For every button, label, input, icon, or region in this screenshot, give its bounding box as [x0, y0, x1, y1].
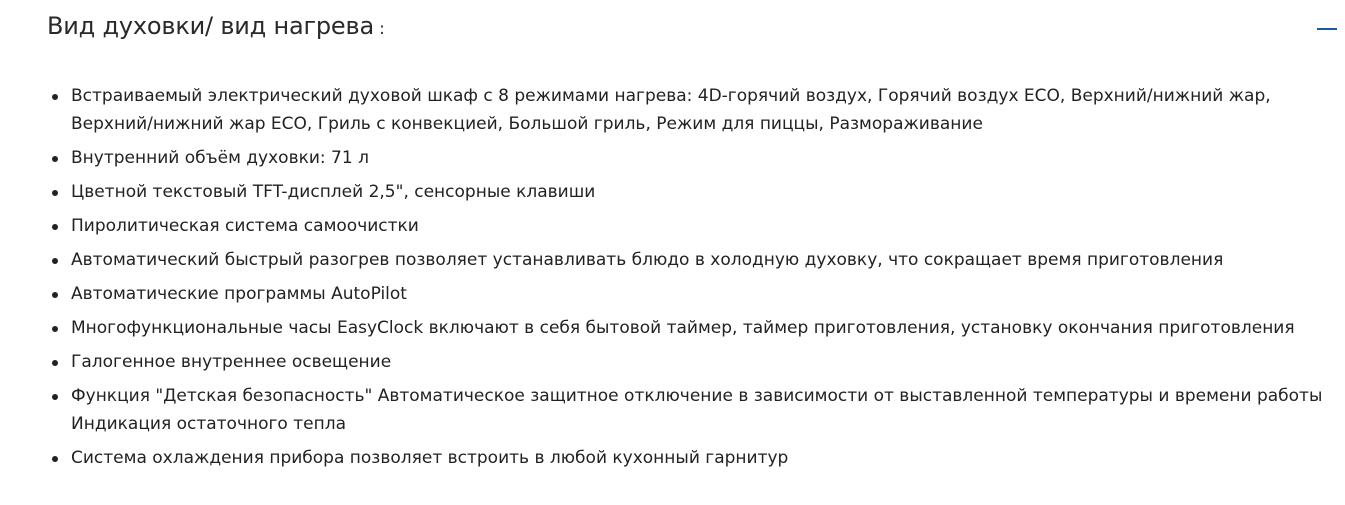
section-title-colon: :	[373, 19, 385, 39]
feature-item	[47, 82, 1337, 138]
feature-item	[47, 246, 1337, 274]
section-title-text: Вид духовки/ вид нагрева	[47, 12, 374, 40]
feature-item	[47, 444, 1337, 472]
feature-text: Внутренний объём духовки: 71 л	[71, 148, 369, 168]
feature-item	[47, 178, 1337, 206]
feature-item	[47, 212, 1337, 240]
bullet-icon	[52, 224, 58, 230]
feature-text: Система охлаждения прибора позволяет встроить в любой кухонный гарнитур	[71, 448, 789, 468]
feature-text: Автоматический быстрый разогрев позволяет устанавливать блюдо в холодную духовку, что сокращает время приготовления	[71, 250, 1224, 270]
feature-item	[47, 314, 1337, 342]
feature-text: Пиролитическая система самоочистки	[71, 216, 419, 236]
bullet-icon	[52, 190, 58, 196]
collapse-toggle-button[interactable]	[1315, 17, 1339, 41]
feature-item	[47, 144, 1337, 172]
minus-icon	[1317, 28, 1337, 30]
feature-text: Автоматические программы AutoPilot	[71, 284, 407, 304]
bullet-icon	[52, 258, 58, 264]
section-header	[0, 0, 1345, 60]
feature-text: Встраиваемый электрический духовой шкаф с 8 режимами нагрева: 4D-горячий воздух, Горячий воздух ECO, Верхний/нижний жар, Верхний/нижний жар ECO, Гриль с конвекцией, Большой гриль, Режим для пиццы, Размораживание	[71, 86, 1271, 134]
feature-item	[47, 280, 1337, 308]
bullet-icon	[52, 394, 58, 400]
feature-item	[47, 348, 1337, 376]
feature-list	[47, 82, 1337, 478]
section-title	[47, 12, 385, 40]
bullet-icon	[52, 456, 58, 462]
feature-text: Функция "Детская безопасность" Автоматическое защитное отключение в зависимости от выставленной температуры и времени работы Индикация остаточного тепла	[71, 386, 1323, 434]
feature-text: Многофункциональные часы EasyClock включают в себя бытовой таймер, таймер приготовления, установку окончания приготовления	[71, 318, 1295, 338]
feature-text: Галогенное внутреннее освещение	[71, 352, 392, 372]
bullet-icon	[52, 360, 58, 366]
bullet-icon	[52, 326, 58, 332]
bullet-icon	[52, 94, 58, 100]
bullet-icon	[52, 292, 58, 298]
feature-item	[47, 382, 1337, 438]
bullet-icon	[52, 156, 58, 162]
feature-text: Цветной текстовый TFT-дисплей 2,5", сенсорные клавиши	[71, 182, 596, 202]
